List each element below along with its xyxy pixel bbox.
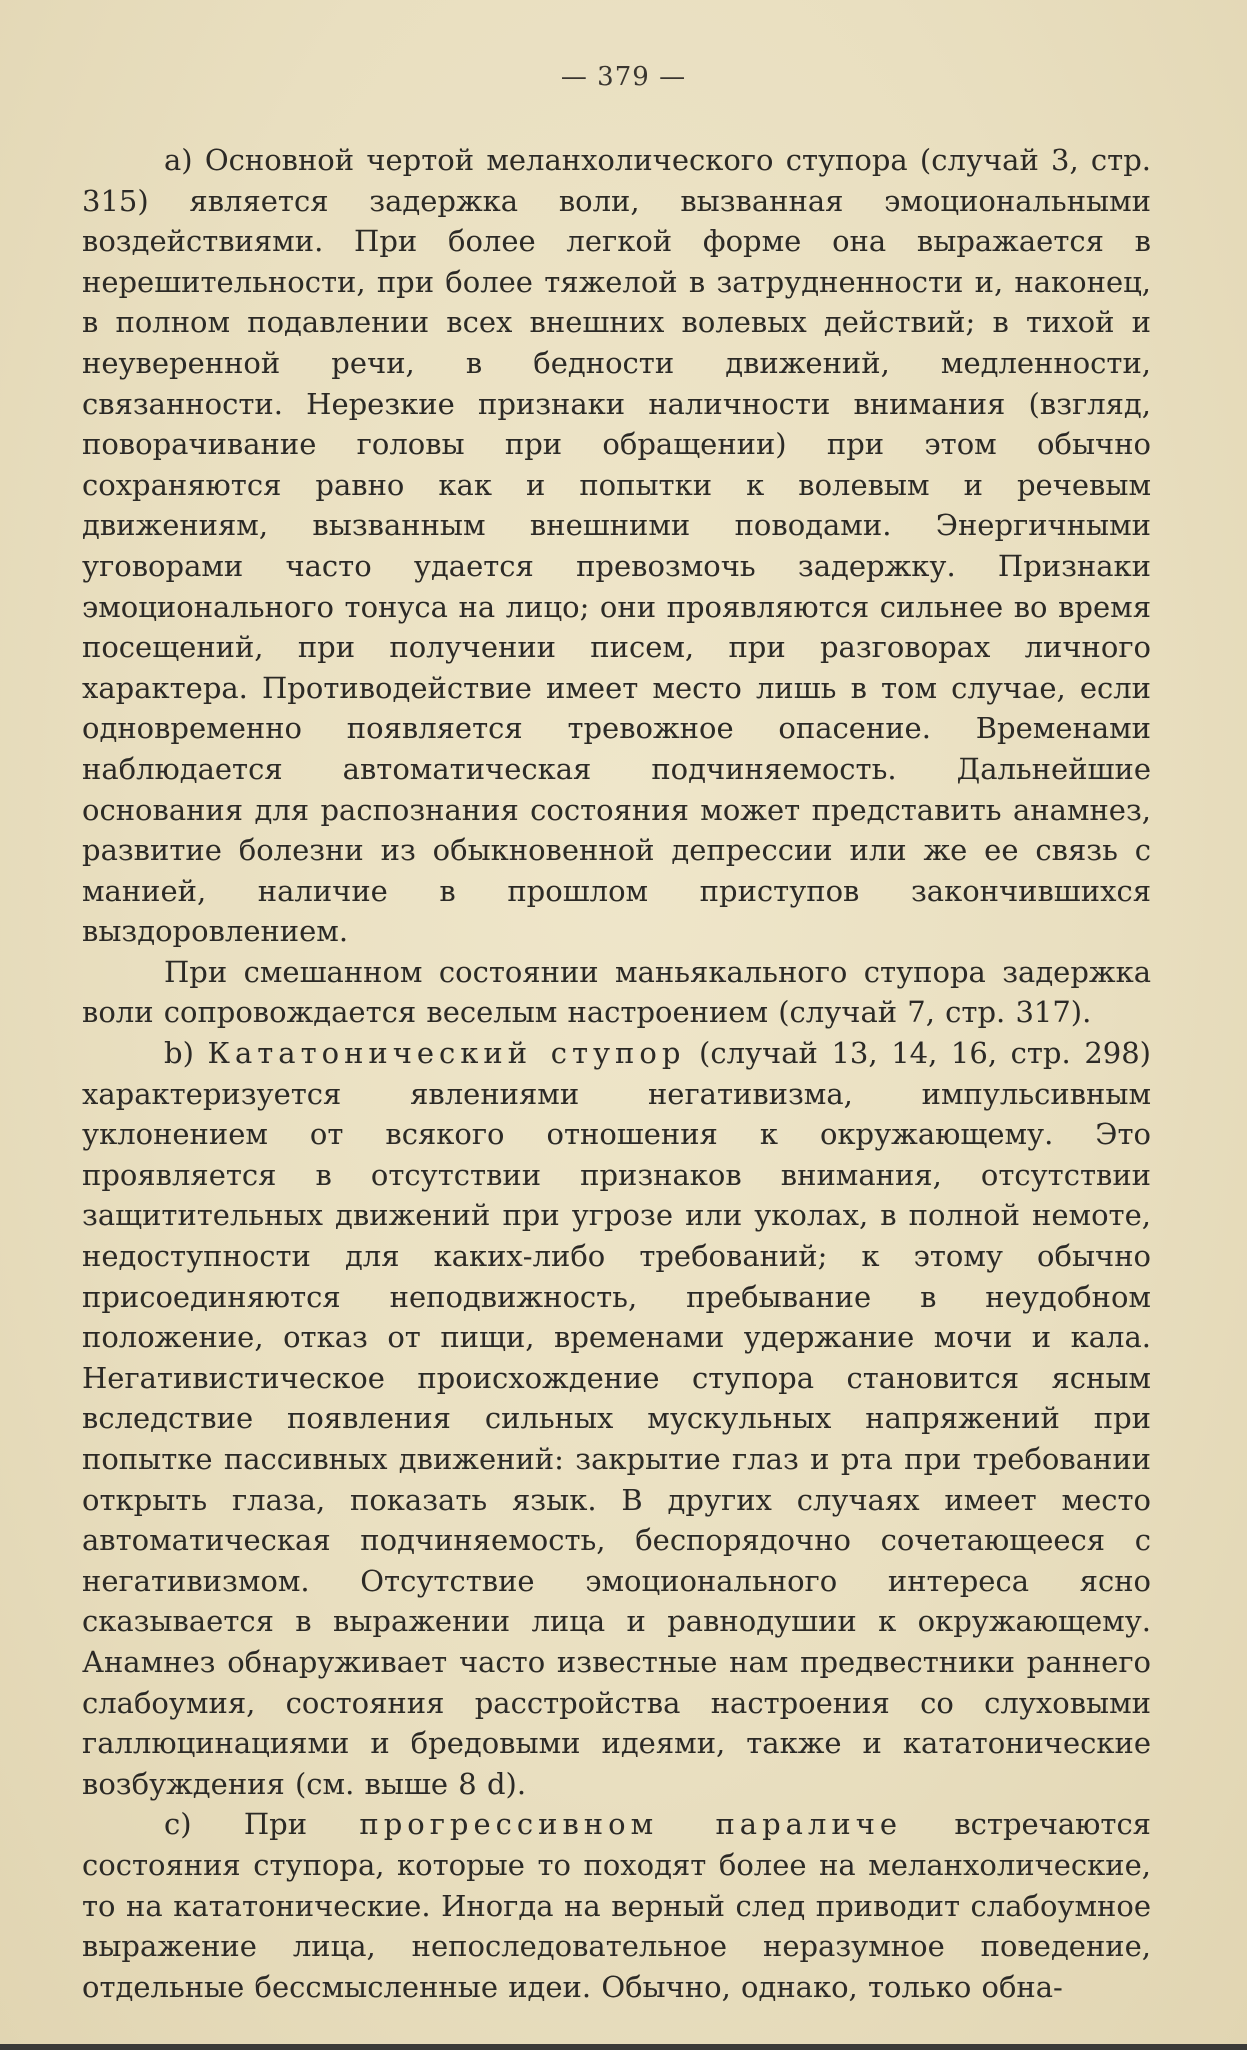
paragraph-catatonic-stupor — [82, 1033, 1151, 1804]
page-number: — 379 — — [560, 62, 687, 92]
paragraph-body: (случай 13, 14, 16, стр. 298) характеризуется явлениями негативизма, импульсивным уклонением от всякого отношения к окружающему. Это проявляется в отсутствии признаков внимания, отсутствии защитительных движений при угрозе или уколах, в полной немоте, недоступности для каких-либо требований; к этому обычно присоединяются неподвижность, пребывание в неудобном положение, отказ от пищи, временами удержание мочи и кала. Негативистическое происхождение ступора становится ясным вследствие появления сильных мускульных напряжений при попытке пассивных движений: закрытие глаз и рта при требовании открыть глаза, показать язык. В других случаях имеет место автоматическая подчиняемость, беспорядочно сочетающееся с негативизмом. Отсутствие эмоционального интереса ясно сказывается в выражении лица и равнодушии к окружающему. Анамнез обнаруживает часто известные нам предвестники раннего слабоумия, состояния расстройства настроения со слуховыми галлюцинациями и бредовыми идеями, также и кататонические возбуждения (см. выше 8 d). — [82, 1036, 1151, 1801]
paragraph-melancholic-stupor: а) Основной чертой меланхолического ступора (случай 3, стр. 315) является задержка воли, вызванная эмоциональными воздействиями. При более легкой форме она выражается в нерешительности, при более тяжелой в затрудненности и, наконец, в полном подавлении всех внешних волевых действий; в тихой и неуверенной речи, в бедности движений, медленности, связанности. Нерезкие признаки наличности внимания (взгляд, поворачивание головы при обращении) при этом обычно сохраняются равно как и попытки к волевым и речевым движениям, вызванным внешними поводами. Энергичными уговорами часто удается превозмочь задержку. Признаки эмоционального тонуса на лицо; они проявляются сильнее во время посещений, при получении писем, при разговорах личного характера. Противодействие имеет место лишь в том случае, если одновременно появляется тревожное опасение. Временами наблюдается автоматическая подчиняемость. Дальнейшие основания для распознания состояния может представить анамнез, развитие болезни из обыкновенной депрессии или же ее связь с манией, наличие в прошлом приступов закончившихся выздоровлением. — [82, 143, 1151, 949]
paragraph-mixed-state: При смешанном состоянии маньякального ступора задержка воли сопровождается веселым настроением (случай 7, стр. 317). — [82, 954, 1151, 1030]
page-bottom-edge — [0, 2044, 1247, 2050]
spaced-term: Кататонический ступор — [207, 1036, 686, 1071]
paragraph-prefix: b) — [164, 1036, 208, 1071]
spaced-term: прогрессивном параличе — [359, 1807, 903, 1842]
paragraph-progressive-paralysis — [82, 1804, 1151, 2007]
paragraph-body: встречаются состояния ступора, которые то походят более на меланхолические, то на кататонические. Иногда на верный след приводит слабоумное выражение лица, непоследовательное неразумное поведение, отдельные бессмысленные идеи. Обычно, однако, только обна- — [82, 1807, 1151, 2004]
paragraph-prefix: с) При — [164, 1807, 360, 1842]
body-text — [82, 140, 1151, 2007]
